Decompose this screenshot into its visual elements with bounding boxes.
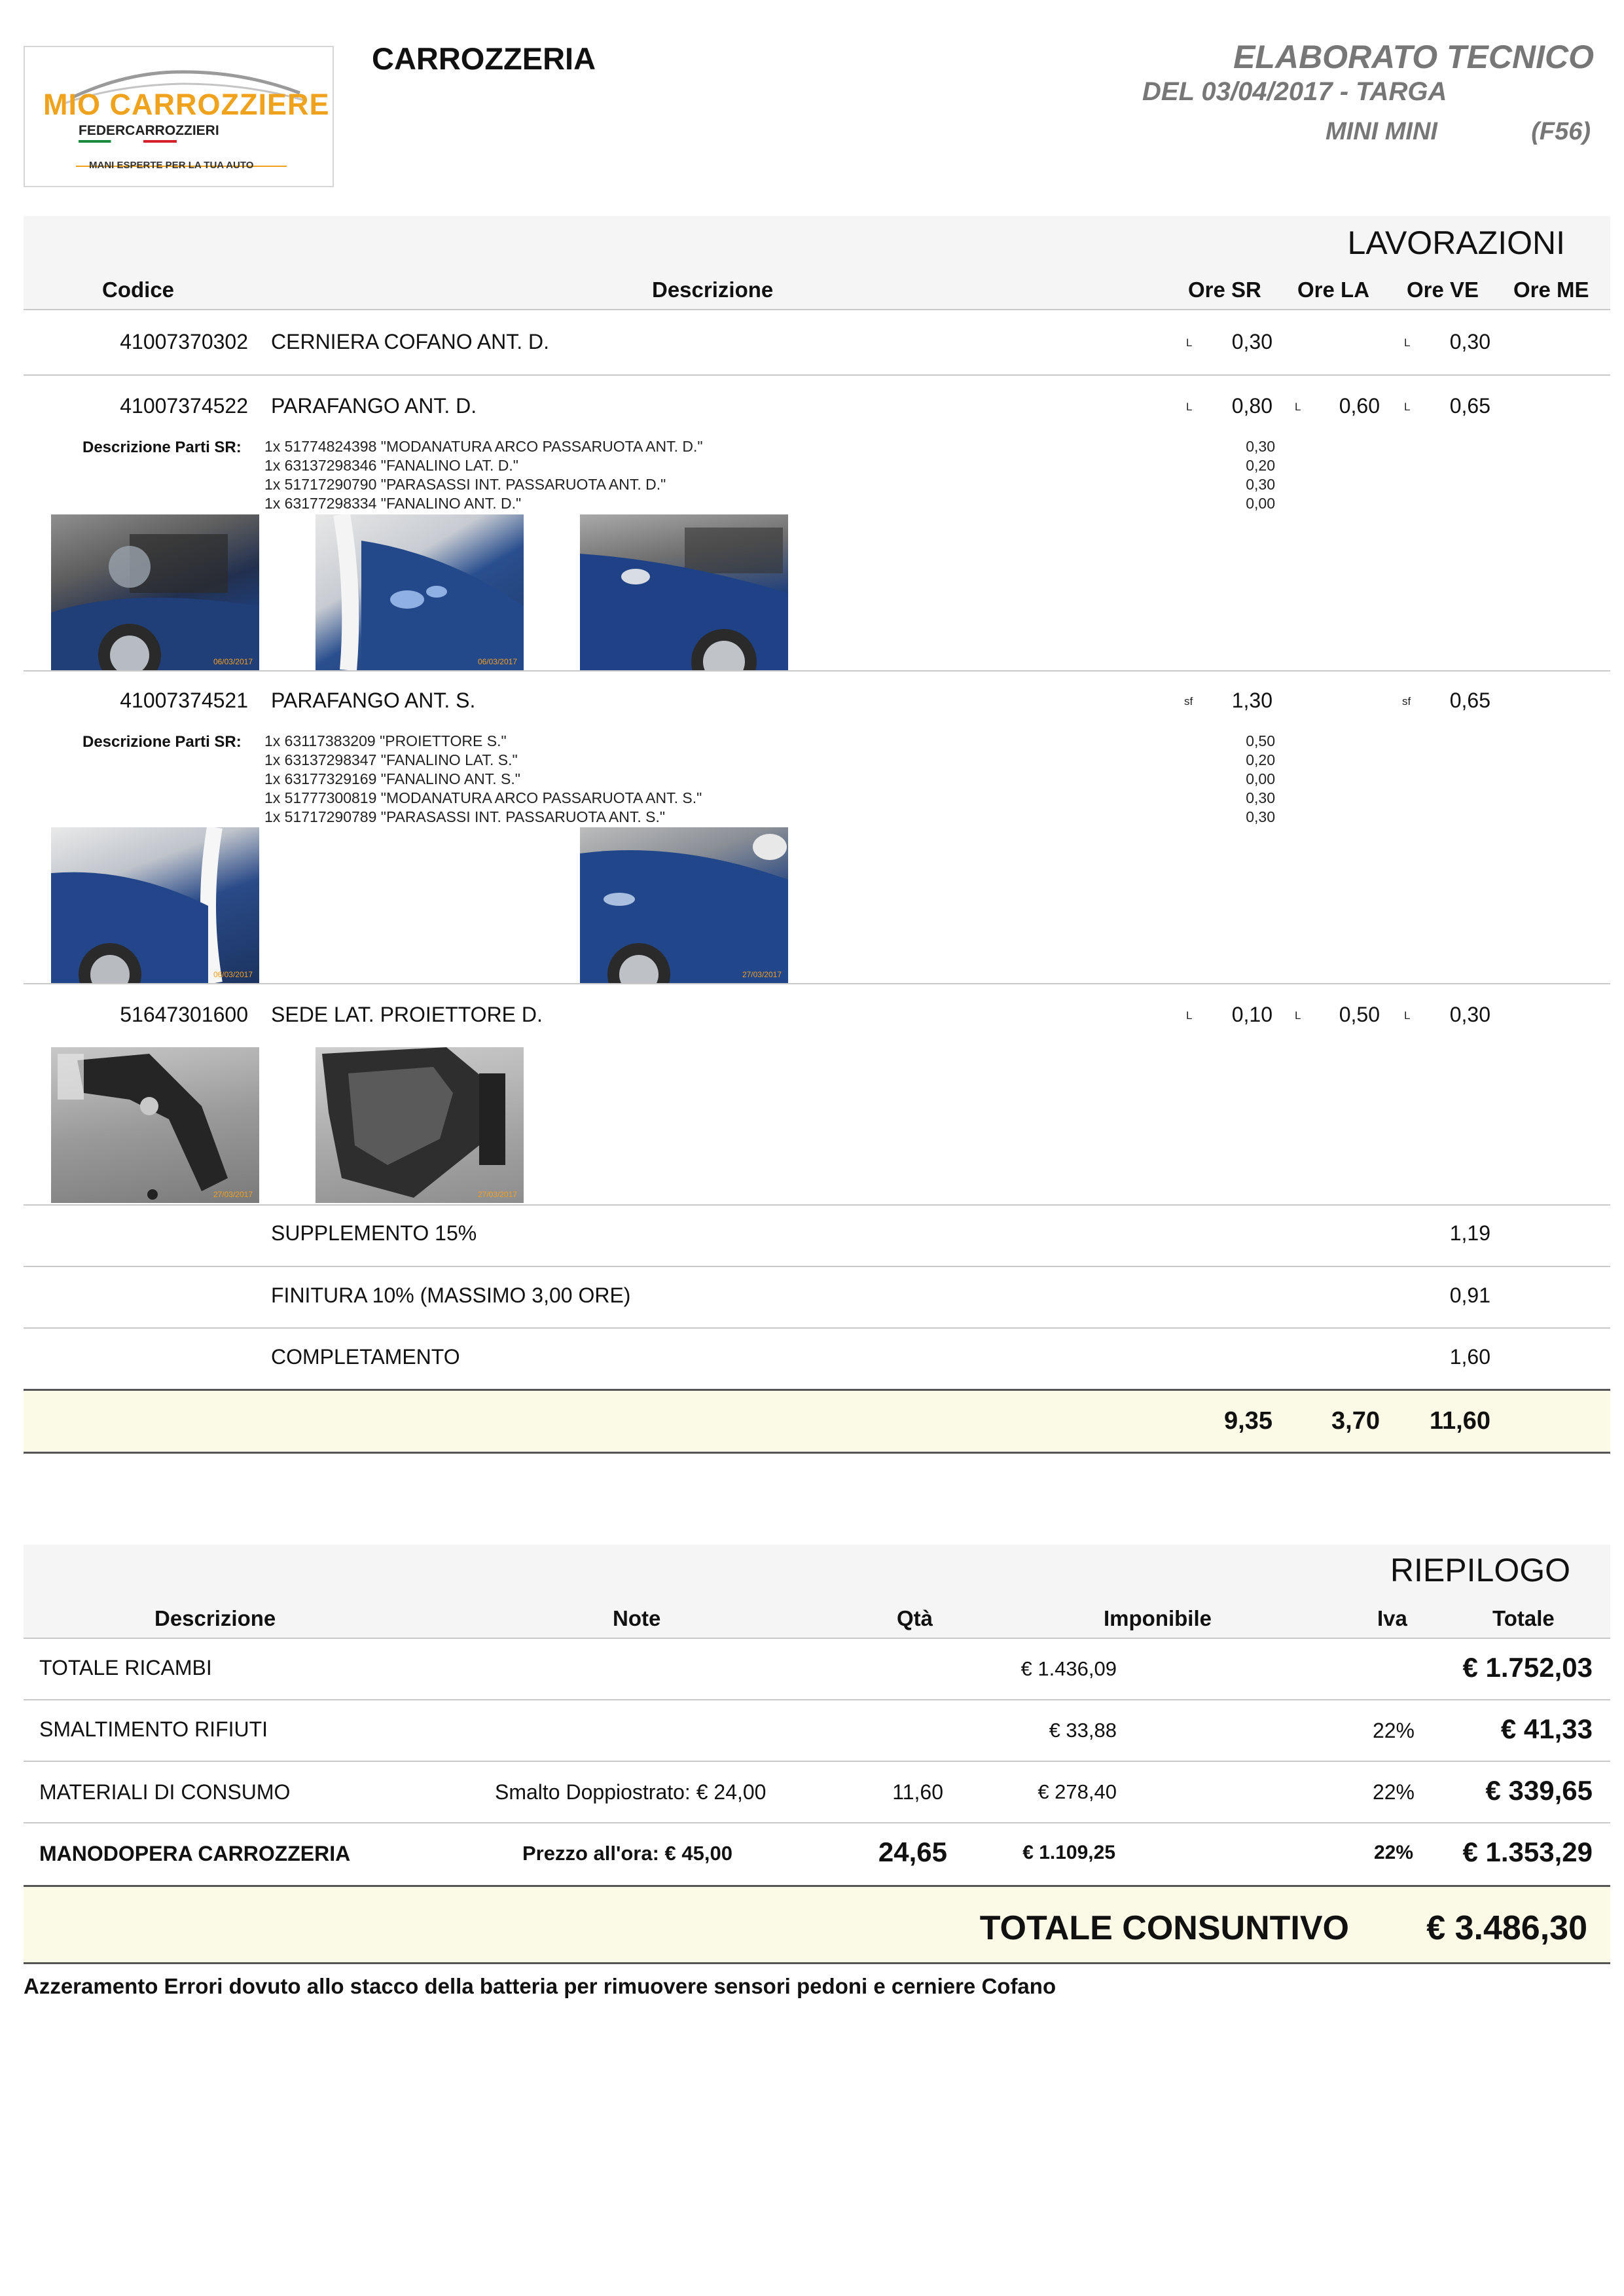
lavorazioni-title: LAVORAZIONI	[1347, 224, 1565, 261]
ore-sr-value: 0,10	[1231, 1003, 1272, 1026]
part-value: 0,20	[1246, 457, 1275, 474]
col-header-qta: Qtà	[897, 1606, 933, 1630]
vehicle-name: MINI MINI	[1326, 118, 1437, 145]
ore-ve-value: 0,30	[1449, 1003, 1490, 1026]
divider	[24, 1266, 1610, 1267]
divider	[24, 1204, 1610, 1206]
document-title: ELABORATO TECNICO	[1233, 39, 1594, 75]
summary-qty: 24,65	[878, 1837, 947, 1867]
part-value: 0,30	[1246, 438, 1275, 455]
summary-totale: € 1.353,29	[1462, 1837, 1593, 1867]
total-ore-sr: 9,35	[1224, 1407, 1272, 1435]
photo-date-stamp: 27/03/2017	[477, 1190, 517, 1199]
ore-sr-value: 1,30	[1231, 689, 1272, 712]
ore-ve-value: 0,65	[1449, 394, 1490, 418]
divider	[24, 1452, 1610, 1454]
part-value: 0,00	[1246, 495, 1275, 512]
col-header-totale: Totale	[1492, 1606, 1555, 1630]
parts-label: Descrizione Parti SR:	[82, 439, 242, 456]
summary-note: Prezzo all'ora: € 45,00	[522, 1842, 732, 1865]
part-value: 0,20	[1246, 751, 1275, 768]
ore-ve-value: 0,30	[1449, 330, 1490, 353]
parts-list	[264, 437, 703, 513]
summary-description: MATERIALI DI CONSUMO	[39, 1780, 291, 1804]
footer-note: Azzeramento Errori dovuto allo stacco della batteria per rimuovere sensori pedoni e cerniere Cofano	[24, 1974, 1056, 1998]
total-ore-ve: 11,60	[1430, 1407, 1490, 1435]
ve-mark: L	[1404, 336, 1411, 349]
grand-total-band	[24, 1887, 1610, 1963]
item-code: 41007370302	[120, 330, 248, 353]
grand-total-label: TOTALE CONSUNTIVO	[979, 1909, 1349, 1947]
col-header-iva: Iva	[1377, 1606, 1407, 1630]
document-date: DEL 03/04/2017 - TARGA	[1142, 77, 1447, 106]
col-header-descrizione: Descrizione	[652, 278, 774, 302]
company-logo	[24, 46, 334, 187]
divider	[24, 1699, 1610, 1700]
logo-association: FEDERCARROZZIERI	[79, 123, 219, 138]
car-photo-graphic	[51, 514, 259, 670]
divider	[24, 374, 1610, 376]
summary-iva: 22%	[1373, 1842, 1413, 1863]
ore-sr-value: 0,80	[1231, 394, 1272, 418]
car-photo-graphic	[580, 827, 788, 983]
part-line: 1x 63137298347 "FANALINO LAT. S."	[264, 751, 518, 768]
summary-imponibile: € 1.109,25	[1022, 1842, 1115, 1863]
parts-values	[1246, 437, 1275, 513]
summary-note: Smalto Doppiostrato: € 24,00	[495, 1780, 767, 1804]
part-line: 1x 51777300819 "MODANATURA ARCO PASSARUOTA ANT. S."	[264, 789, 702, 806]
riepilogo-title: RIEPILOGO	[1390, 1552, 1570, 1588]
damage-photo[interactable]	[51, 1047, 259, 1203]
damage-photo[interactable]	[51, 827, 259, 983]
summary-totale: € 41,33	[1500, 1713, 1593, 1744]
car-photo-graphic	[580, 514, 788, 670]
car-photo-graphic	[316, 514, 524, 670]
col-header-descrizione: Descrizione	[154, 1606, 276, 1630]
summary-description: MANODOPERA CARROZZERIA	[39, 1842, 351, 1865]
item-description: SEDE LAT. PROIETTORE D.	[271, 1003, 543, 1026]
summary-iva: 22%	[1372, 1780, 1415, 1804]
damage-photo[interactable]	[316, 514, 524, 670]
part-value: 0,30	[1246, 808, 1275, 825]
col-header-ore-me: Ore ME	[1513, 278, 1589, 302]
col-header-ore-ve: Ore VE	[1407, 278, 1479, 302]
model-code: (F56)	[1531, 118, 1591, 145]
damage-photo[interactable]	[316, 1047, 524, 1203]
ore-ve-value: 0,65	[1449, 689, 1490, 712]
summary-qty: 11,60	[892, 1780, 943, 1804]
divider	[24, 1327, 1610, 1329]
summary-totale: € 339,65	[1485, 1775, 1593, 1806]
sr-mark: L	[1186, 336, 1193, 349]
parts-list	[264, 732, 702, 827]
part-line: 1x 51774824398 "MODANATURA ARCO PASSARUOTA ANT. D."	[264, 438, 703, 455]
item-description: PARAFANGO ANT. S.	[271, 689, 476, 712]
photo-date-stamp: 06/03/2017	[213, 970, 253, 979]
item-description: PARAFANGO ANT. D.	[271, 394, 477, 418]
total-ore-la: 3,70	[1331, 1407, 1380, 1435]
photo-date-stamp: 06/03/2017	[213, 657, 253, 666]
part-value: 0,30	[1246, 476, 1275, 493]
ore-la-value: 0,50	[1339, 1003, 1380, 1026]
photo-date-stamp: 27/03/2017	[742, 970, 782, 979]
summary-imponibile: € 278,40	[1038, 1780, 1117, 1803]
divider	[24, 1822, 1610, 1823]
item-code: 41007374521	[120, 689, 248, 712]
col-header-imponibile: Imponibile	[1104, 1606, 1212, 1630]
extra-ve-value: 0,91	[1449, 1283, 1490, 1307]
ve-mark: L	[1404, 401, 1411, 413]
damage-photo[interactable]	[580, 514, 788, 670]
summary-imponibile: € 1.436,09	[1020, 1657, 1117, 1680]
ve-mark: L	[1404, 1009, 1411, 1022]
logo-tagline: MANI ESPERTE PER LA TUA AUTO	[89, 160, 254, 171]
summary-description: TOTALE RICAMBI	[39, 1656, 212, 1679]
car-photo-graphic	[51, 827, 259, 983]
summary-imponibile: € 33,88	[1049, 1719, 1117, 1742]
photo-date-stamp: 27/03/2017	[213, 1190, 253, 1199]
company-type: CARROZZERIA	[372, 41, 596, 76]
extra-description: SUPPLEMENTO 15%	[271, 1221, 477, 1245]
divider	[24, 1638, 1610, 1639]
parts-values	[1246, 732, 1275, 827]
part-value: 0,30	[1246, 789, 1275, 806]
bracket-photo-graphic	[51, 1047, 259, 1203]
divider	[24, 1761, 1610, 1762]
sr-mark: L	[1186, 1009, 1193, 1022]
sr-mark: L	[1186, 401, 1193, 413]
headlight-photo-graphic	[316, 1047, 524, 1203]
item-code: 41007374522	[120, 394, 248, 418]
divider	[24, 670, 1610, 672]
part-line: 1x 51717290789 "PARASASSI INT. PASSARUOTA ANT. S."	[264, 808, 666, 825]
extra-ve-value: 1,60	[1449, 1345, 1490, 1369]
col-header-note: Note	[613, 1606, 661, 1630]
summary-totale: € 1.752,03	[1462, 1652, 1593, 1683]
divider	[24, 983, 1610, 984]
divider	[24, 1962, 1610, 1964]
grand-total-value: € 3.486,30	[1426, 1909, 1587, 1947]
item-description: CERNIERA COFANO ANT. D.	[271, 330, 549, 353]
parts-label: Descrizione Parti SR:	[82, 733, 242, 751]
ore-la-value: 0,60	[1339, 394, 1380, 418]
part-line: 1x 51717290790 "PARASASSI INT. PASSARUOTA ANT. D."	[264, 476, 666, 493]
part-line: 1x 63177298334 "FANALINO ANT. D."	[264, 495, 522, 512]
extra-description: COMPLETAMENTO	[271, 1345, 460, 1369]
photo-date-stamp: 06/03/2017	[477, 657, 517, 666]
item-code: 51647301600	[120, 1003, 248, 1026]
logo-flag-line	[79, 140, 177, 143]
ore-sr-value: 0,30	[1231, 330, 1272, 353]
summary-iva: 22%	[1372, 1719, 1415, 1742]
extra-ve-value: 1,19	[1449, 1221, 1490, 1245]
sr-mark: sf	[1184, 695, 1193, 708]
part-line: 1x 63177329169 "FANALINO ANT. S."	[264, 770, 520, 787]
damage-photo[interactable]	[51, 514, 259, 670]
logo-brand: MIO CARROZZIERE	[43, 88, 330, 121]
ve-mark: sf	[1402, 695, 1411, 708]
part-value: 0,00	[1246, 770, 1275, 787]
damage-photo[interactable]	[580, 827, 788, 983]
summary-description: SMALTIMENTO RIFIUTI	[39, 1717, 268, 1741]
col-header-codice: Codice	[102, 278, 175, 302]
part-value: 0,50	[1246, 732, 1275, 749]
part-line: 1x 63137298346 "FANALINO LAT. D."	[264, 457, 518, 474]
la-mark: L	[1295, 401, 1301, 413]
extra-description: FINITURA 10% (MASSIMO 3,00 ORE)	[271, 1283, 631, 1307]
la-mark: L	[1295, 1009, 1301, 1022]
col-header-ore-sr: Ore SR	[1188, 278, 1261, 302]
col-header-ore-la: Ore LA	[1297, 278, 1370, 302]
divider	[24, 309, 1610, 310]
part-line: 1x 63117383209 "PROIETTORE S."	[264, 732, 507, 749]
